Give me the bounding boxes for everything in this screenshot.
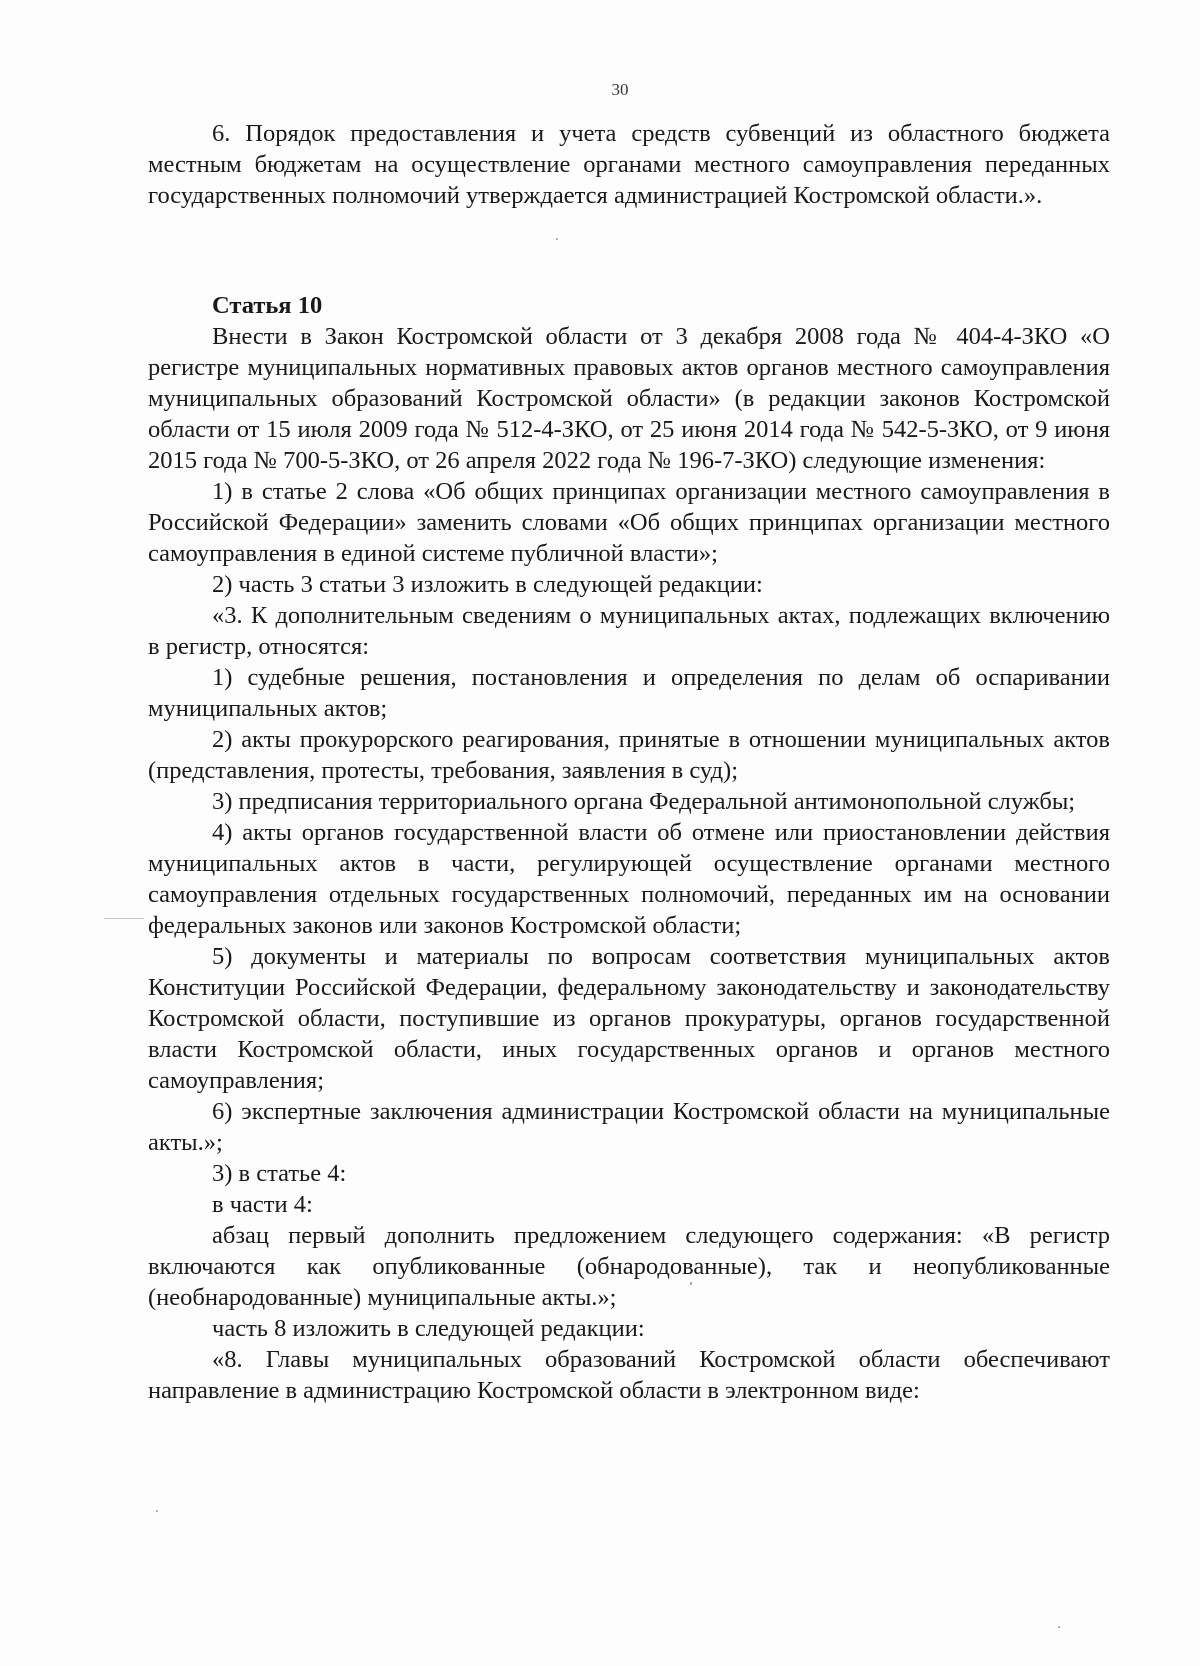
paragraph: Внести в Закон Костромской области от 3 декабря 2008 года № 404-4-ЗКО «О регистре муниципальных нормативных правовых актов органов местного самоуправления муниципальных образований Костромской области» (в редакции законов Костромской области от 15 июля 2009 года № 512-4-ЗКО, от 25 июня 2014 года № 542-5-ЗКО, от 9 июня 2015 года № 700-5-ЗКО, от 26 апреля 2022 года № 196-7-ЗКО) следующие изменения: <box>148 323 1110 474</box>
article-heading: Статья 10 <box>212 292 323 319</box>
paragraph: «3. К дополнительным сведениям о муниципальных актах, подлежащих включению в регистр, относятся: <box>148 602 1110 660</box>
paragraph: 5) документы и материалы по вопросам соответствия муниципальных актов Конституции Российской Федерации, федеральному законодательству и законодательству Костромской области, поступившие из органов прокуратуры, органов государственной власти Костромской области, иных государственных органов и органов местного самоуправления; <box>148 943 1110 1094</box>
paragraph: 2) часть 3 статьи 3 изложить в следующей редакции: <box>212 571 763 598</box>
scan-artifact-speck <box>156 1510 158 1512</box>
paragraph: 2) акты прокурорского реагирования, принятые в отношении муниципальных актов (представления, протесты, требования, заявления в суд); <box>148 726 1110 784</box>
paragraph-subvention-procedure: 6. Порядок предоставления и учета средств субвенций из областного бюджета местным бюджетам на осуществление органами местного самоуправления переданных государственных полномочий утверждается администрацией Костромской области.». <box>148 120 1110 209</box>
scan-artifact-speck <box>556 238 558 240</box>
paragraph: 6) экспертные заключения администрации Костромской области на муниципальные акты.»; <box>148 1098 1110 1156</box>
paragraph: в части 4: <box>212 1191 313 1218</box>
scan-artifact-speck <box>1058 1626 1060 1628</box>
paragraph: 3) в статье 4: <box>212 1160 347 1187</box>
paragraph: часть 8 изложить в следующей редакции: <box>212 1315 645 1342</box>
article-10-block <box>148 290 1110 1406</box>
paragraph: абзац первый дополнить предложением следующего содержания: «В регистр включаются как опубликованные (обнародованные), так и неопубликованные (необнародованные) муниципальные акты.»; <box>148 1222 1110 1311</box>
scan-artifact-speck <box>690 1282 692 1285</box>
paragraph: 1) в статье 2 слова «Об общих принципах организации местного самоуправления в Российской Федерации» заменить словами «Об общих принципах организации местного самоуправления в единой системе публичной власти»; <box>148 478 1110 567</box>
paragraph: 4) акты органов государственной власти об отмене или приостановлении действия муниципальных актов в части, регулирующей осуществление органами местного самоуправления отдельных государственных полномочий, переданных им на основании федеральных законов или законов Костромской области; <box>148 819 1110 939</box>
paragraph: «8. Главы муниципальных образований Костромской области обеспечивают направление в администрацию Костромской области в электронном виде: <box>148 1346 1110 1404</box>
scan-artifact-line <box>104 918 144 919</box>
paragraph: 1) судебные решения, постановления и определения по делам об оспаривании муниципальных актов; <box>148 664 1110 722</box>
page-number: 30 <box>611 80 629 99</box>
paragraph: 3) предписания территориального органа Федеральной антимонопольной службы; <box>212 788 1076 815</box>
top-text-block <box>148 118 1110 211</box>
